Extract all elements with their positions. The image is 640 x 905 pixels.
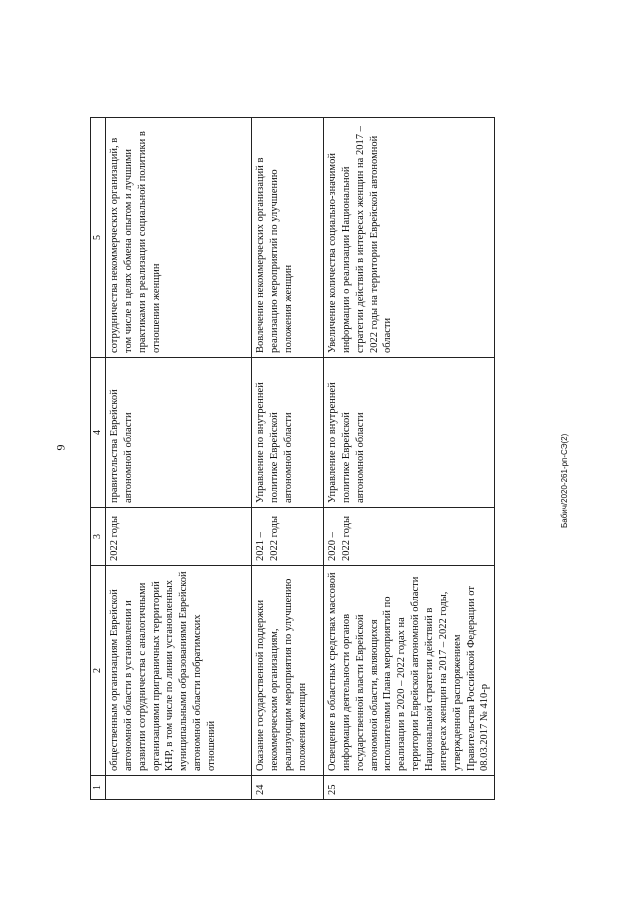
table-row	[252, 118, 324, 800]
page-number: 9	[53, 444, 68, 451]
row-period: 2020 – 2022 годы	[324, 508, 495, 566]
table-row	[324, 118, 495, 800]
row-number: 25	[324, 776, 495, 800]
document-footer-code: Бабич/2020-261-рп-СЭ(2)	[560, 433, 569, 528]
row-event: Оказание государственной поддержки некоммерческим организациям, реализующим мероприятия по улучшению положения женщин	[252, 566, 324, 776]
row-result: Вовлечение некоммерческих организаций в реализацию мероприятий по улучшению положения женщин	[252, 118, 324, 358]
row-result: Увеличение количества социально-значимой информации о реализации Национальной стратегии действий в интересах женщин на 2017 – 2022 годы на территории Еврейской автономной области	[324, 118, 495, 358]
row-result: сотрудничества некоммерческих организаций, в том числе в целях обмена опытом и лучшими практиками в реализации социальной политики в отношении женщин	[106, 118, 252, 358]
header-cell-3: 3	[91, 508, 106, 566]
row-executor: Управление по внутренней политике Еврейской автономной области	[324, 358, 495, 508]
row-number: 24	[252, 776, 324, 800]
table-rotation-wrapper	[90, 118, 491, 800]
row-event: Освещение в областных средствах массовой информации деятельности органов государственной власти Еврейской автономной области, являющихся исполнителями Плана мероприятий по реализации в 2020 – 2022 годах на территории Еврейской автономной области Национальной стратегии действий в интересах женщин на 2017 – 2022 годы, утвержденной распоряжением Правительства Российской Федерации от 08.03.2017 № 410-р	[324, 566, 495, 776]
table-row	[106, 118, 252, 800]
header-cell-2: 2	[91, 566, 106, 776]
header-cell-1: 1	[91, 776, 106, 800]
row-number	[106, 776, 252, 800]
plan-table	[90, 117, 495, 800]
row-executor: Управление по внутренней политике Еврейской автономной области	[252, 358, 324, 508]
header-cell-4: 4	[91, 358, 106, 508]
row-executor: правительства Еврейской автономной области	[106, 358, 252, 508]
header-cell-5: 5	[91, 118, 106, 358]
row-period: 2021 – 2022 годы	[252, 508, 324, 566]
row-event: общественным организациям Еврейской автономной области в установлении и развитии сотрудничества с аналогичными организациями приграничных территорий КНР, в том числе по линии установленных муниципальными образованиями Еврейской автономной области побратимских отношений	[106, 566, 252, 776]
rotated-table-frame	[90, 118, 491, 800]
row-period: 2022 годы	[106, 508, 252, 566]
table-header-row	[91, 118, 106, 800]
